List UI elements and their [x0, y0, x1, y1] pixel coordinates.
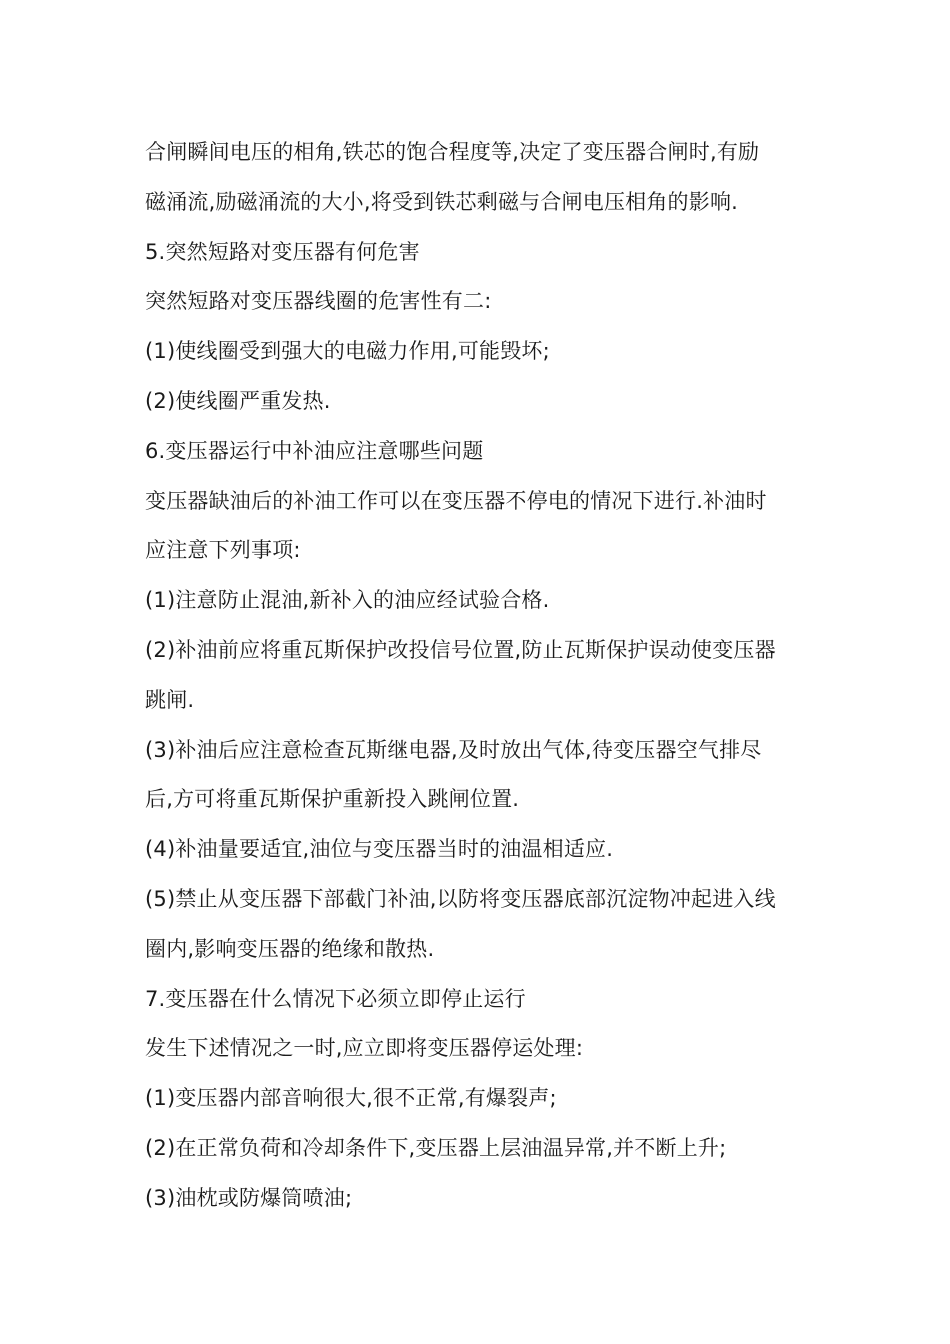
text-line: 合闸瞬间电压的相角,铁芯的饱合程度等,决定了变压器合闸时,有励	[145, 140, 760, 164]
list-item: (3)补油后应注意检查瓦斯继电器,及时放出气体,待变压器空气排尽	[145, 737, 762, 762]
list-item: (2)补油前应将重瓦斯保护改投信号位置,防止瓦斯保护误动使变压器	[145, 637, 776, 662]
text-line: 磁涌流,励磁涌流的大小,将受到铁芯剩磁与合闸电压相角的影响.	[145, 189, 739, 214]
document-body	[145, 128, 815, 1224]
section-heading: 7.变压器在什么情况下必须立即停止运行	[145, 986, 526, 1011]
text-line: 变压器缺油后的补油工作可以在变压器不停电的情况下进行.补油时	[145, 488, 767, 513]
list-item: (1)变压器内部音响很大,很不正常,有爆裂声;	[145, 1086, 557, 1111]
text-line: 发生下述情况之一时,应立即将变压器停运处理:	[145, 1036, 584, 1061]
list-item: (5)禁止从变压器下部截门补油,以防将变压器底部沉淀物冲起进入线	[145, 886, 776, 911]
text-line: 圈内,影响变压器的绝缘和散热.	[145, 936, 435, 961]
list-item: (4)补油量要适宜,油位与变压器当时的油温相适应.	[145, 837, 614, 862]
list-item: (2)在正常负荷和冷却条件下,变压器上层油温异常,并不断上升;	[145, 1135, 727, 1160]
text-line: 突然短路对变压器线圈的危害性有二:	[145, 289, 492, 314]
list-item: (1)使线圈受到强大的电磁力作用,可能毁坏;	[145, 339, 550, 364]
section-heading: 6.变压器运行中补油应注意哪些问题	[145, 438, 484, 463]
section-heading: 5.突然短路对变压器有何危害	[145, 239, 420, 264]
list-item: (1)注意防止混油,新补入的油应经试验合格.	[145, 588, 550, 613]
list-item: (3)油枕或防爆筒喷油;	[145, 1185, 353, 1210]
text-line: 后,方可将重瓦斯保护重新投入跳闸位置.	[145, 787, 520, 812]
text-line: 应注意下列事项:	[145, 538, 301, 563]
text-line: 跳闸.	[145, 687, 195, 712]
list-item: (2)使线圈严重发热.	[145, 388, 331, 413]
